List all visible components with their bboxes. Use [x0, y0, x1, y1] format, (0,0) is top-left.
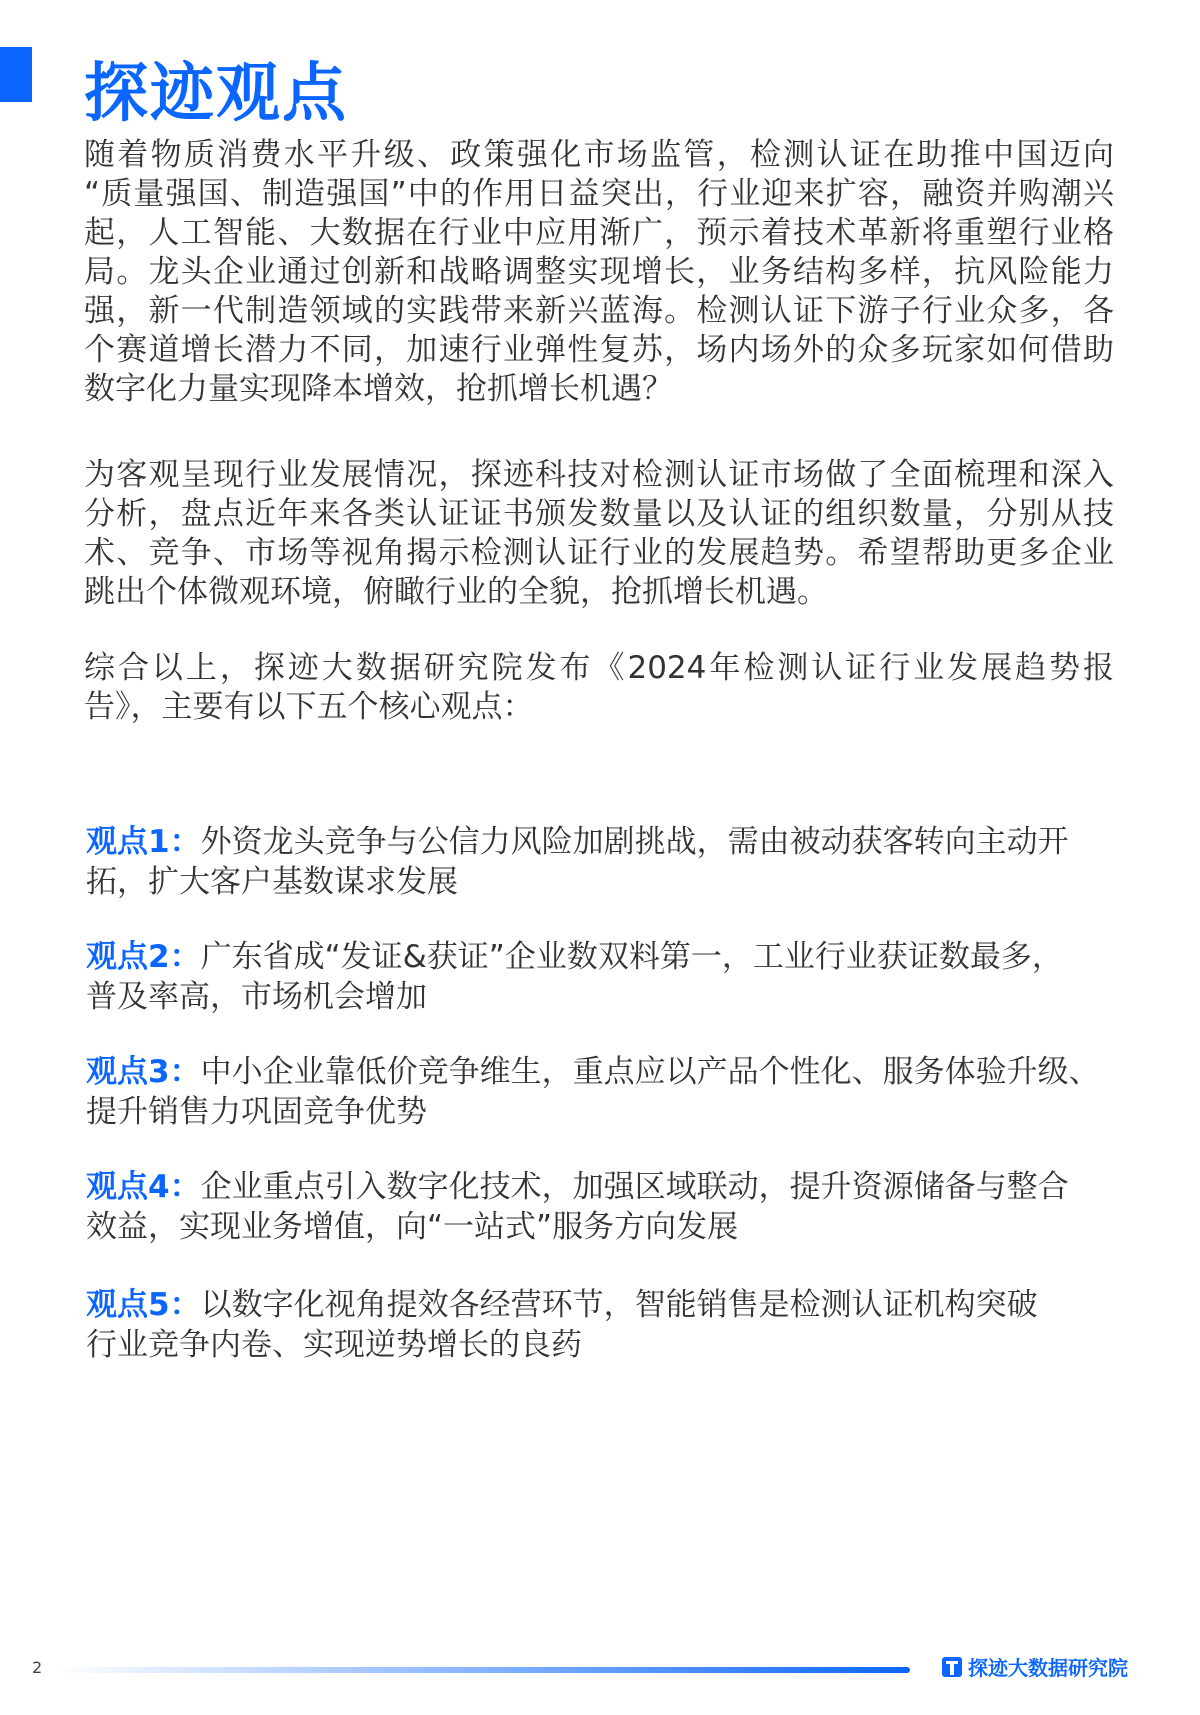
intro-paragraph-3 — [84, 649, 1114, 727]
brand-logo-icon — [942, 1657, 962, 1677]
viewpoint-text: 企业重点引入数字化技术，加强区域联动，提升资源储备与整合 — [200, 1169, 1069, 1205]
viewpoint-text: 广东省成“发证&获证”企业数双料第一，工业行业获证数最多， — [200, 939, 1063, 975]
text-line: 个赛道增长潜力不同，加速行业弹性复苏，场内场外的众多玩家如何借助 — [84, 332, 1114, 368]
viewpoint-label: 观点2： — [86, 939, 201, 975]
page-number: 2 — [32, 1658, 43, 1677]
text-line: 为客观呈现行业发展情况，探迹科技对检测认证市场做了全面梳理和深入 — [84, 457, 1114, 493]
page-title: 探迹观点 — [84, 57, 348, 131]
footer-divider — [55, 1667, 910, 1673]
viewpoint-text: 外资龙头竞争与公信力风险加剧挑战，需由被动获客转向主动开 — [200, 824, 1069, 860]
brand-name: 探迹大数据研究院 — [968, 1656, 1128, 1680]
viewpoint-4 — [86, 1167, 1116, 1247]
text-line: 局。龙头企业通过创新和战略调整实现增长，业务结构多样，抗风险能力 — [84, 254, 1114, 290]
viewpoint-text: 以数字化视角提效各经营环节，智能销售是检测认证机构突破 — [200, 1287, 1038, 1323]
viewpoint-label: 观点4： — [86, 1169, 201, 1205]
text-line: 告》，主要有以下五个核心观点： — [84, 689, 534, 725]
viewpoint-label: 观点5： — [86, 1287, 201, 1323]
text-line: 数字化力量实现降本增效，抢抓增长机遇？ — [84, 371, 673, 407]
intro-paragraph-1 — [84, 136, 1114, 409]
viewpoint-text: 效益，实现业务增值，向“一站式”服务方向发展 — [86, 1209, 739, 1245]
viewpoint-text: 中小企业靠低价竞争维生，重点应以产品个性化、服务体验升级、 — [200, 1054, 1100, 1090]
title-accent-bar — [0, 47, 32, 102]
text-line: “质量强国、制造强国”中的作用日益突出，行业迎来扩容，融资并购潮兴 — [84, 176, 1114, 212]
viewpoint-text: 拓，扩大客户基数谋求发展 — [86, 864, 458, 900]
viewpoint-3 — [86, 1052, 1116, 1132]
intro-paragraph-2 — [84, 456, 1114, 612]
viewpoint-text: 普及率高，市场机会增加 — [86, 979, 427, 1015]
viewpoint-1 — [86, 822, 1116, 902]
text-line: 起，人工智能、大数据在行业中应用渐广，预示着技术革新将重塑行业格 — [84, 215, 1114, 251]
text-line: 跳出个体微观环境，俯瞰行业的全貌，抢抓增长机遇。 — [84, 574, 828, 610]
text-line: 随着物质消费水平升级、政策强化市场监管，检测认证在助推中国迈向 — [84, 137, 1114, 173]
text-line: 强，新一代制造领域的实践带来新兴蓝海。检测认证下游子行业众多，各 — [84, 293, 1114, 329]
viewpoint-text: 提升销售力巩固竞争优势 — [86, 1094, 427, 1130]
viewpoint-text: 行业竞争内卷、实现逆势增长的良药 — [86, 1327, 582, 1363]
text-line: 术、竞争、市场等视角揭示检测认证行业的发展趋势。希望帮助更多企业 — [84, 535, 1114, 571]
viewpoint-5 — [86, 1285, 1116, 1365]
text-line: 分析，盘点近年来各类认证证书颁发数量以及认证的组织数量，分别从技 — [84, 496, 1114, 532]
text-line: 综合以上，探迹大数据研究院发布《2024年检测认证行业发展趋势报 — [84, 650, 1114, 686]
brand-logo — [942, 1652, 1128, 1681]
viewpoint-2 — [86, 937, 1116, 1017]
viewpoint-label: 观点1： — [86, 824, 201, 860]
viewpoint-label: 观点3： — [86, 1054, 201, 1090]
